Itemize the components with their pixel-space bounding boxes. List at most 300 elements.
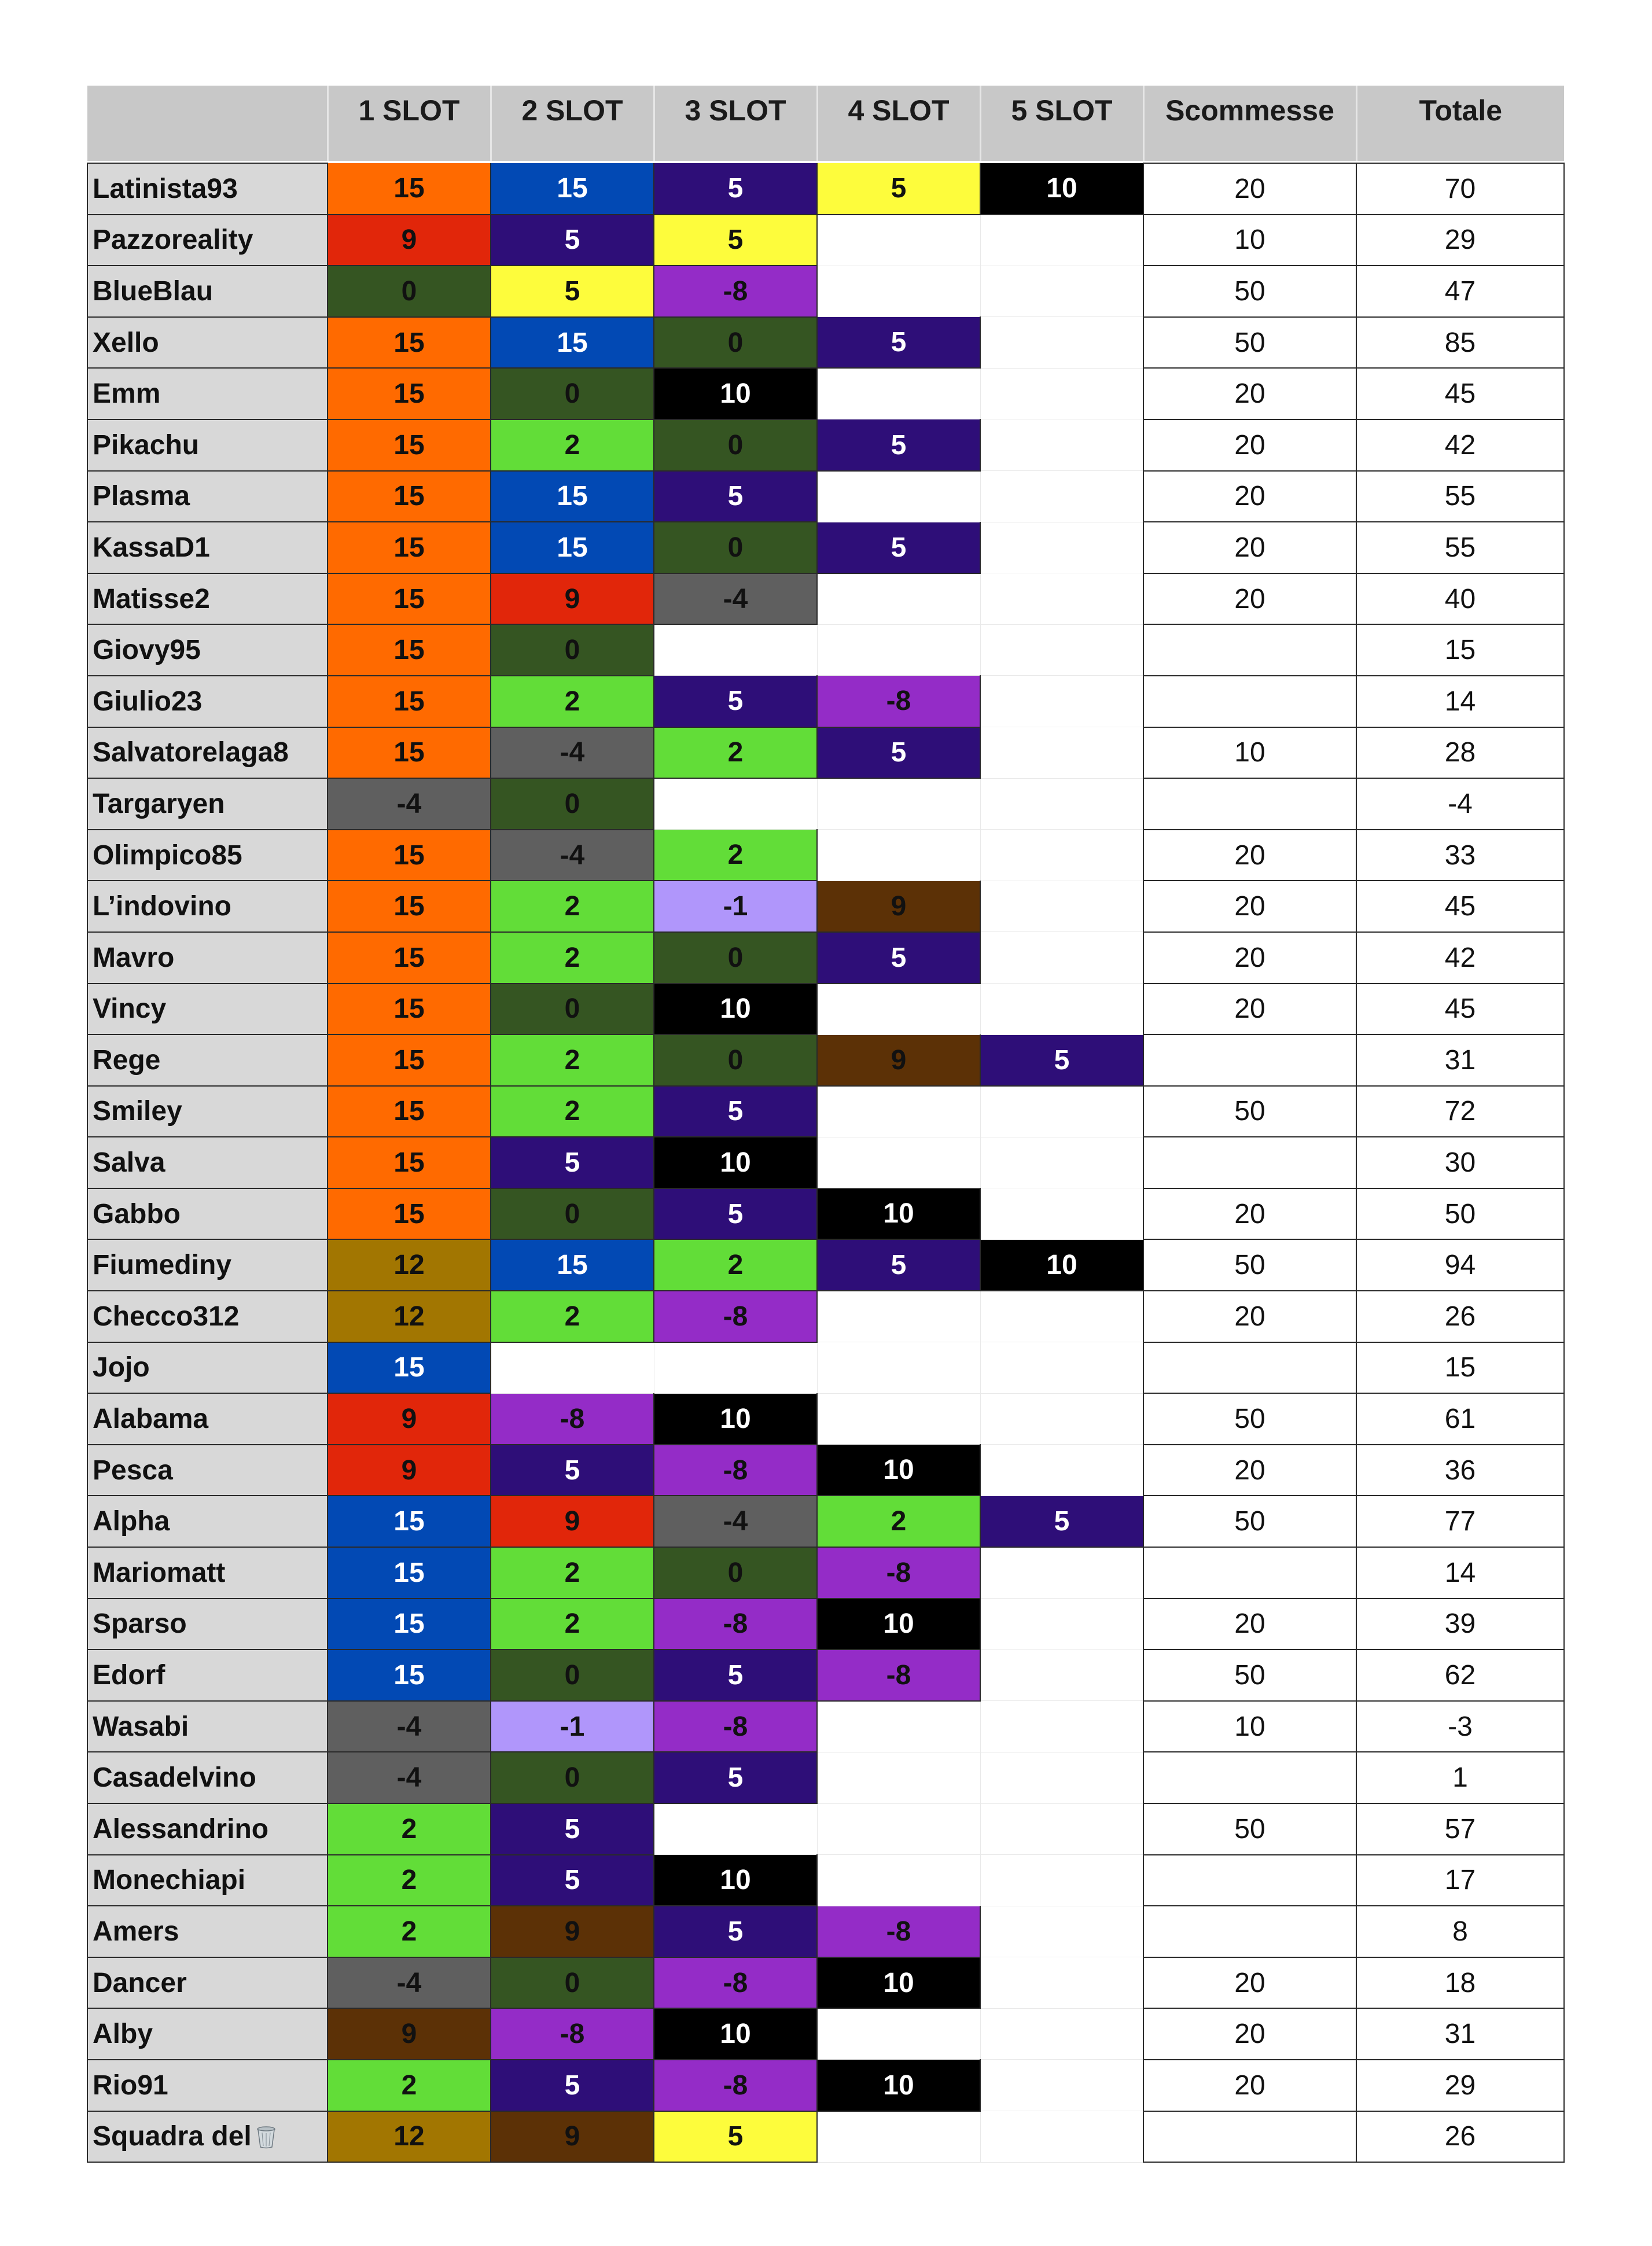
table-row — [87, 1496, 1564, 1547]
player-name-cell — [87, 2060, 328, 2111]
slot-5-empty — [980, 676, 1143, 727]
player-name: Emm — [93, 378, 161, 410]
table-row — [87, 163, 1564, 215]
bets-cell — [1143, 1906, 1356, 1957]
slot-2-score: 5 — [491, 266, 654, 317]
slot-2-score: 5 — [491, 1803, 654, 1855]
slot-2-score: 5 — [491, 215, 654, 266]
slot-5-empty — [980, 1855, 1143, 1906]
total-cell: 70 — [1356, 163, 1564, 215]
player-name: L’indovino — [93, 891, 231, 922]
player-name-cell — [87, 1291, 328, 1342]
player-name: Mariomatt — [93, 1557, 226, 1588]
slot-4-score: -8 — [817, 1547, 980, 1599]
slot-4-empty — [817, 1701, 980, 1752]
player-name: Alabama — [93, 1404, 209, 1435]
slot-5-empty — [980, 830, 1143, 881]
total-cell: 40 — [1356, 573, 1564, 625]
player-name-cell — [87, 471, 328, 522]
slot-3-score: 5 — [654, 163, 817, 215]
bets-cell: 20 — [1143, 932, 1356, 984]
slot-1-score: 15 — [328, 522, 491, 573]
table-row — [87, 1855, 1564, 1906]
table-row — [87, 1906, 1564, 1957]
bets-cell: 50 — [1143, 1649, 1356, 1701]
slot-4-empty — [817, 573, 980, 625]
slot-3-score: 2 — [654, 830, 817, 881]
slot-1-score: -4 — [328, 1752, 491, 1803]
bets-cell: 20 — [1143, 471, 1356, 522]
slot-1-score: 15 — [328, 368, 491, 419]
header-slot-3: 3 SLOT — [654, 86, 817, 161]
player-name-cell — [87, 1239, 328, 1291]
slot-1-score: 9 — [328, 2008, 491, 2060]
player-name-cell — [87, 419, 328, 471]
table-row — [87, 1086, 1564, 1137]
slot-4-score: 9 — [817, 1034, 980, 1086]
slot-3-empty — [654, 1342, 817, 1394]
slot-4-empty — [817, 1291, 980, 1342]
slot-1-score: 12 — [328, 1291, 491, 1342]
table-row — [87, 727, 1564, 779]
table-row — [87, 1599, 1564, 1650]
player-name: Targaryen — [93, 788, 225, 819]
player-name: Pikachu — [93, 429, 200, 461]
total-cell: 36 — [1356, 1445, 1564, 1496]
bets-cell — [1143, 676, 1356, 727]
player-name: Rio91 — [93, 2070, 168, 2101]
total-cell: 15 — [1356, 1342, 1564, 1394]
slot-5-empty — [980, 419, 1143, 471]
player-name-cell — [87, 676, 328, 727]
slot-4-score: 5 — [817, 1239, 980, 1291]
player-name-cell — [87, 881, 328, 932]
header-slot-1: 1 SLOT — [328, 86, 491, 161]
slot-5-empty — [980, 1342, 1143, 1394]
total-cell: 45 — [1356, 881, 1564, 932]
bets-cell: 50 — [1143, 266, 1356, 317]
slot-1-score: 9 — [328, 1393, 491, 1445]
slot-2-score: 2 — [491, 1086, 654, 1137]
player-name-cell — [87, 317, 328, 369]
player-name: Alby — [93, 2019, 153, 2050]
bets-cell: 50 — [1143, 317, 1356, 369]
slot-3-score: 5 — [654, 1649, 817, 1701]
total-cell: 55 — [1356, 522, 1564, 573]
slot-5-empty — [980, 984, 1143, 1035]
player-name: Sparso — [93, 1608, 187, 1640]
bets-cell: 20 — [1143, 1957, 1356, 2009]
slot-5-empty — [980, 2060, 1143, 2111]
slot-2-empty — [491, 1342, 654, 1394]
slot-4-score: -8 — [817, 1649, 980, 1701]
slot-3-score: 0 — [654, 522, 817, 573]
slot-3-score: -8 — [654, 2060, 817, 2111]
slot-5-empty — [980, 1188, 1143, 1240]
bets-cell: 50 — [1143, 1803, 1356, 1855]
slot-1-score: -4 — [328, 1957, 491, 2009]
slot-3-score: 5 — [654, 676, 817, 727]
bets-cell: 20 — [1143, 984, 1356, 1035]
table-row — [87, 1701, 1564, 1752]
slot-5-empty — [980, 522, 1143, 573]
player-name-cell — [87, 1599, 328, 1650]
table-row — [87, 676, 1564, 727]
table-row — [87, 573, 1564, 625]
slot-1-score: 15 — [328, 471, 491, 522]
slot-2-score: 9 — [491, 573, 654, 625]
slot-3-score: 10 — [654, 368, 817, 419]
slot-2-score: 5 — [491, 2060, 654, 2111]
slot-4-score: 10 — [817, 1599, 980, 1650]
total-cell: 30 — [1356, 1137, 1564, 1188]
table-row — [87, 2111, 1564, 2163]
player-name: Casadelvino — [93, 1762, 256, 1794]
slot-2-score: 15 — [491, 471, 654, 522]
slot-4-empty — [817, 1137, 980, 1188]
player-name: Dancer — [93, 1967, 187, 1998]
slot-1-score: 2 — [328, 2060, 491, 2111]
slot-1-score: 9 — [328, 215, 491, 266]
total-cell: 29 — [1356, 215, 1564, 266]
slot-5-empty — [980, 2111, 1143, 2163]
slot-2-score: 5 — [491, 1855, 654, 1906]
table-row — [87, 2008, 1564, 2060]
slot-5-empty — [980, 1599, 1143, 1650]
table-row — [87, 471, 1564, 522]
bets-cell: 20 — [1143, 830, 1356, 881]
slot-2-score: 9 — [491, 2111, 654, 2163]
header-slot-5: 5 SLOT — [980, 86, 1143, 161]
slot-4-score: 5 — [817, 932, 980, 984]
slot-3-score: 5 — [654, 215, 817, 266]
player-name: Salvatorelaga8 — [93, 737, 289, 768]
slot-5-score: 10 — [980, 163, 1143, 215]
player-name-cell — [87, 573, 328, 625]
table-row — [87, 215, 1564, 266]
slot-2-score: 2 — [491, 1599, 654, 1650]
player-name: KassaD1 — [93, 532, 210, 563]
bets-cell: 10 — [1143, 727, 1356, 779]
total-cell: 26 — [1356, 1291, 1564, 1342]
slot-5-empty — [980, 266, 1143, 317]
slot-3-score: 0 — [654, 932, 817, 984]
slot-1-score: 9 — [328, 1445, 491, 1496]
total-cell: 72 — [1356, 1086, 1564, 1137]
bets-cell: 50 — [1143, 1393, 1356, 1445]
slot-4-score: 2 — [817, 1496, 980, 1547]
slot-4-empty — [817, 1752, 980, 1803]
table-row — [87, 2060, 1564, 2111]
slot-4-empty — [817, 1393, 980, 1445]
standings-table — [87, 86, 1565, 2163]
bets-cell — [1143, 2111, 1356, 2163]
player-name: BlueBlau — [93, 275, 214, 307]
player-name: Latinista93 — [93, 173, 238, 204]
slot-2-score: 0 — [491, 624, 654, 676]
slot-3-score: 10 — [654, 1855, 817, 1906]
player-name-cell — [87, 2111, 328, 2163]
bets-cell — [1143, 1855, 1356, 1906]
bets-cell: 20 — [1143, 419, 1356, 471]
total-cell: 57 — [1356, 1803, 1564, 1855]
total-cell: 14 — [1356, 1547, 1564, 1599]
bets-cell: 20 — [1143, 1445, 1356, 1496]
slot-4-empty — [817, 1086, 980, 1137]
player-name: Edorf — [93, 1660, 165, 1691]
player-name-cell — [87, 163, 328, 215]
slot-5-empty — [980, 1547, 1143, 1599]
slot-2-score: 5 — [491, 1445, 654, 1496]
player-name-cell — [87, 778, 328, 830]
slot-2-score: 2 — [491, 932, 654, 984]
slot-2-score: 2 — [491, 1034, 654, 1086]
player-name-cell — [87, 1855, 328, 1906]
player-name: Plasma — [93, 481, 190, 512]
bets-cell: 50 — [1143, 1086, 1356, 1137]
bets-cell: 20 — [1143, 522, 1356, 573]
slot-2-score: -8 — [491, 2008, 654, 2060]
bets-cell — [1143, 624, 1356, 676]
slot-4-empty — [817, 1803, 980, 1855]
slot-5-empty — [980, 471, 1143, 522]
slot-2-score: 0 — [491, 368, 654, 419]
slot-1-score: 15 — [328, 932, 491, 984]
slot-5-empty — [980, 215, 1143, 266]
table-row — [87, 881, 1564, 932]
player-name-cell — [87, 1393, 328, 1445]
table-row — [87, 1291, 1564, 1342]
bets-cell: 50 — [1143, 1239, 1356, 1291]
slot-2-score: -4 — [491, 727, 654, 779]
player-name-cell — [87, 1547, 328, 1599]
slot-3-score: 5 — [654, 1086, 817, 1137]
slot-4-empty — [817, 1855, 980, 1906]
player-name-cell — [87, 1034, 328, 1086]
player-name: Pazzoreality — [93, 224, 253, 256]
wastebasket-icon — [256, 2126, 276, 2149]
slot-3-score: 0 — [654, 1547, 817, 1599]
total-cell: 85 — [1356, 317, 1564, 369]
slot-3-score: -8 — [654, 266, 817, 317]
slot-4-empty — [817, 624, 980, 676]
bets-cell: 20 — [1143, 368, 1356, 419]
slot-3-score: -1 — [654, 881, 817, 932]
total-cell: 45 — [1356, 984, 1564, 1035]
slot-4-empty — [817, 266, 980, 317]
player-name-cell — [87, 1342, 328, 1394]
player-name: Amers — [93, 1916, 179, 1947]
table-body — [87, 163, 1564, 2162]
slot-4-score: -8 — [817, 676, 980, 727]
slot-5-empty — [980, 1701, 1143, 1752]
slot-2-score: 0 — [491, 778, 654, 830]
slot-1-score: 12 — [328, 1239, 491, 1291]
total-cell: 33 — [1356, 830, 1564, 881]
slot-2-score: 0 — [491, 1649, 654, 1701]
slot-2-score: 2 — [491, 881, 654, 932]
slot-1-score: 2 — [328, 1906, 491, 1957]
player-name-cell — [87, 215, 328, 266]
bets-cell: 10 — [1143, 215, 1356, 266]
slot-4-empty — [817, 368, 980, 419]
total-cell: 62 — [1356, 1649, 1564, 1701]
slot-4-empty — [817, 778, 980, 830]
total-cell: 77 — [1356, 1496, 1564, 1547]
player-name: Squadra del — [93, 2121, 252, 2152]
slot-5-empty — [980, 368, 1143, 419]
slot-3-score: 10 — [654, 984, 817, 1035]
slot-2-score: 2 — [491, 1291, 654, 1342]
slot-5-empty — [980, 1291, 1143, 1342]
table-row — [87, 1342, 1564, 1394]
player-name: Giovy95 — [93, 635, 201, 666]
player-name-cell — [87, 1496, 328, 1547]
slot-4-empty — [817, 215, 980, 266]
header-slot-4: 4 SLOT — [817, 86, 980, 161]
slot-2-score: 5 — [491, 1137, 654, 1188]
slot-4-score: 10 — [817, 1445, 980, 1496]
slot-3-score: 0 — [654, 317, 817, 369]
table-row — [87, 522, 1564, 573]
slot-5-empty — [980, 1086, 1143, 1137]
bets-cell: 20 — [1143, 2008, 1356, 2060]
player-name: Alessandrino — [93, 1813, 269, 1844]
header-slot-2: 2 SLOT — [491, 86, 654, 161]
slot-2-score: -1 — [491, 1701, 654, 1752]
player-name-cell — [87, 727, 328, 779]
slot-4-score: 10 — [817, 1188, 980, 1240]
table-row — [87, 1649, 1564, 1701]
slot-5-empty — [980, 1137, 1143, 1188]
slot-2-score: 15 — [491, 163, 654, 215]
slot-1-score: -4 — [328, 778, 491, 830]
bets-cell: 20 — [1143, 1599, 1356, 1650]
slot-2-score: 15 — [491, 522, 654, 573]
total-cell: 42 — [1356, 932, 1564, 984]
slot-1-score: 15 — [328, 830, 491, 881]
slot-4-score: 5 — [817, 727, 980, 779]
table-row — [87, 1445, 1564, 1496]
table-row — [87, 368, 1564, 419]
total-cell: 17 — [1356, 1855, 1564, 1906]
player-name-cell — [87, 1803, 328, 1855]
slot-5-score: 5 — [980, 1034, 1143, 1086]
slot-1-score: 12 — [328, 2111, 491, 2163]
slot-3-score: 5 — [654, 471, 817, 522]
bets-cell: 20 — [1143, 2060, 1356, 2111]
slot-1-score: 0 — [328, 266, 491, 317]
slot-4-score: 5 — [817, 522, 980, 573]
slot-1-score: 15 — [328, 1342, 491, 1394]
slot-2-score: 0 — [491, 984, 654, 1035]
slot-1-score: 15 — [328, 1547, 491, 1599]
player-name-cell — [87, 624, 328, 676]
bets-cell: 50 — [1143, 1496, 1356, 1547]
slot-5-empty — [980, 1752, 1143, 1803]
player-name-cell — [87, 1957, 328, 2009]
slot-5-score: 5 — [980, 1496, 1143, 1547]
table-row — [87, 624, 1564, 676]
slot-2-score: 0 — [491, 1752, 654, 1803]
slot-1-score: 15 — [328, 1599, 491, 1650]
bets-cell: 20 — [1143, 163, 1356, 215]
table-row — [87, 1188, 1564, 1240]
slot-1-score: 15 — [328, 317, 491, 369]
slot-4-score: 5 — [817, 419, 980, 471]
total-cell: 47 — [1356, 266, 1564, 317]
total-cell: -4 — [1356, 778, 1564, 830]
player-name-cell — [87, 984, 328, 1035]
slot-5-empty — [980, 1906, 1143, 1957]
bets-cell — [1143, 1342, 1356, 1394]
slot-3-score: -8 — [654, 1291, 817, 1342]
slot-3-score: -8 — [654, 1701, 817, 1752]
bets-cell — [1143, 1547, 1356, 1599]
slot-5-empty — [980, 1445, 1143, 1496]
slot-4-score: 5 — [817, 163, 980, 215]
player-name-cell — [87, 1649, 328, 1701]
slot-1-score: 2 — [328, 1855, 491, 1906]
slot-2-score: 0 — [491, 1957, 654, 2009]
player-name-cell — [87, 1701, 328, 1752]
bets-cell — [1143, 778, 1356, 830]
header-bets: Scommesse — [1143, 86, 1356, 161]
slot-3-score: -8 — [654, 1599, 817, 1650]
table-row — [87, 830, 1564, 881]
player-name: Wasabi — [93, 1711, 189, 1742]
table-row — [87, 266, 1564, 317]
table-row — [87, 419, 1564, 471]
player-name-cell — [87, 266, 328, 317]
slot-3-score: -4 — [654, 573, 817, 625]
player-name: Alpha — [93, 1506, 170, 1537]
slot-5-empty — [980, 932, 1143, 984]
slot-3-score: 10 — [654, 1393, 817, 1445]
player-name: Gabbo — [93, 1198, 181, 1229]
slot-2-score: 9 — [491, 1496, 654, 1547]
slot-1-score: 2 — [328, 1803, 491, 1855]
table-row — [87, 1137, 1564, 1188]
player-name-cell — [87, 368, 328, 419]
slot-2-score: 9 — [491, 1906, 654, 1957]
player-name: Olimpico85 — [93, 840, 242, 871]
player-name-cell — [87, 1445, 328, 1496]
slot-3-empty — [654, 624, 817, 676]
table-row — [87, 1239, 1564, 1291]
player-name: Fiumediny — [93, 1250, 232, 1281]
total-cell: 14 — [1356, 676, 1564, 727]
slot-1-score: 15 — [328, 624, 491, 676]
slot-4-empty — [817, 2111, 980, 2163]
slot-1-score: 15 — [328, 984, 491, 1035]
player-name: Checco312 — [93, 1301, 240, 1332]
slot-4-score: 10 — [817, 2060, 980, 2111]
slot-3-score: -4 — [654, 1496, 817, 1547]
slot-5-score: 10 — [980, 1239, 1143, 1291]
player-name-cell — [87, 1906, 328, 1957]
table-row — [87, 1752, 1564, 1803]
slot-4-empty — [817, 830, 980, 881]
header-total: Totale — [1356, 86, 1564, 161]
slot-1-score: 15 — [328, 676, 491, 727]
slot-5-empty — [980, 573, 1143, 625]
table-row — [87, 984, 1564, 1035]
total-cell: 31 — [1356, 2008, 1564, 2060]
player-name: Rege — [93, 1044, 161, 1076]
slot-2-score: -4 — [491, 830, 654, 881]
player-name: Giulio23 — [93, 686, 203, 717]
